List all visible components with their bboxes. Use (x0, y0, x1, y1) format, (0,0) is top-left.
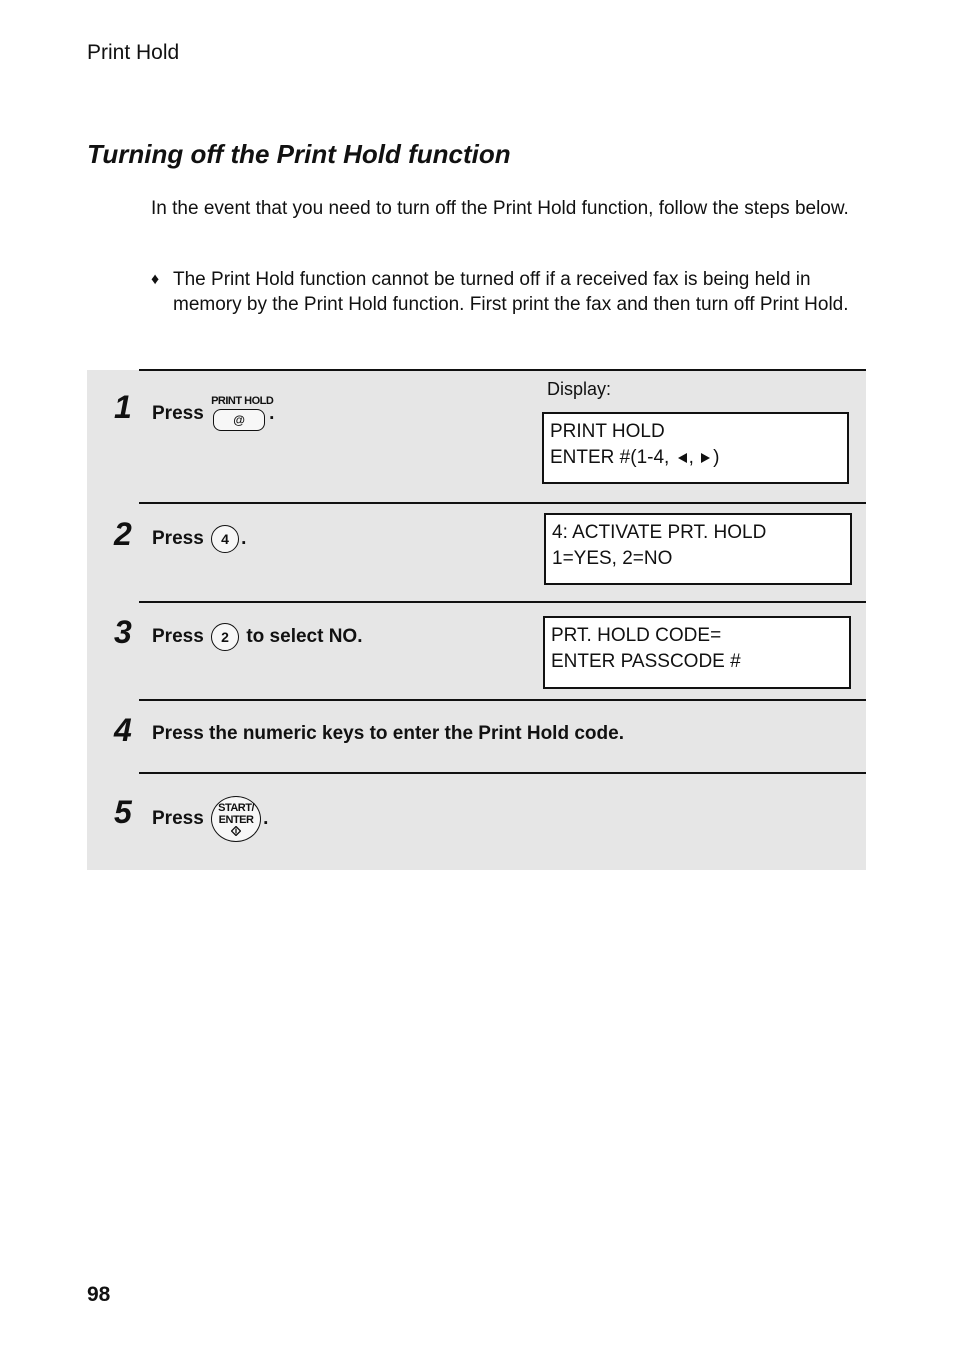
step-text: Press (152, 528, 204, 550)
key-label: ENTER (218, 814, 254, 826)
step-number: 2 (114, 516, 132, 552)
step-text: . (269, 403, 275, 425)
step-text: to select NO. (246, 626, 363, 648)
key-label: START/ (218, 802, 255, 814)
intro-paragraph: In the event that you need to turn off the Print Hold function, follow the steps below. (151, 198, 849, 219)
step-4-instruction: Press the numeric keys to enter the Print Hold code. (152, 723, 624, 744)
start-enter-key-icon (211, 796, 261, 842)
step-number: 3 (114, 614, 132, 650)
start-diamond-icon (231, 826, 241, 836)
lcd-line: PRT. HOLD CODE= (551, 625, 722, 646)
step-number: 1 (114, 389, 132, 425)
lcd-line: PRINT HOLD (550, 421, 665, 442)
step-number: 4 (114, 712, 132, 748)
number-2-key-icon: 2 (211, 623, 239, 651)
key-face: @ (213, 409, 265, 431)
step-divider (139, 601, 866, 603)
lcd-line: 4: ACTIVATE PRT. HOLD (552, 522, 767, 543)
right-arrow-icon (699, 452, 713, 464)
lcd-line: 1=YES, 2=NO (552, 548, 673, 569)
step-number: 5 (114, 794, 132, 830)
step-divider (139, 369, 866, 371)
key-label: PRINT HOLD (211, 395, 274, 407)
running-header: Print Hold (87, 41, 180, 64)
step-divider (139, 699, 866, 701)
note-text: The Print Hold function cannot be turned off if a received fax is being held in memory by the Print Hold function. First print the fax and then turn off Print Hold. (173, 269, 849, 315)
print-hold-key-icon (211, 395, 274, 431)
lcd-display (544, 513, 852, 585)
step-text: Press (152, 808, 204, 830)
display-label: Display: (547, 379, 612, 399)
diamond-bullet-icon: ♦ (151, 271, 160, 288)
lcd-display (543, 616, 851, 689)
step-text: . (263, 808, 269, 830)
step-text: Press (152, 626, 204, 648)
lcd-line: ENTER PASSCODE # (551, 651, 741, 672)
page-number: 98 (87, 1283, 111, 1306)
lcd-line: ENTER #(1-4, , ) (550, 447, 720, 468)
step-2-instruction (152, 525, 246, 553)
step-text: . (241, 528, 247, 550)
left-arrow-icon (675, 452, 689, 464)
note-paragraph (151, 267, 851, 317)
number-4-key-icon: 4 (211, 525, 239, 553)
step-text: Press (152, 403, 204, 425)
step-5-instruction (152, 796, 268, 842)
section-heading: Turning off the Print Hold function (87, 139, 511, 169)
step-3-instruction (152, 623, 363, 651)
lcd-display (542, 412, 849, 484)
step-divider (139, 772, 866, 774)
step-1-instruction (152, 397, 274, 431)
step-divider (139, 502, 866, 504)
